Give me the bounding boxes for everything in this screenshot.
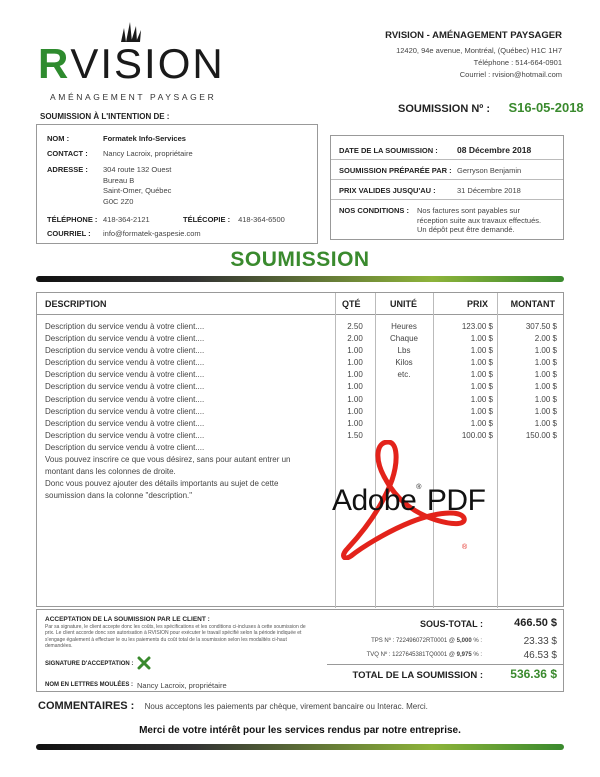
col-unit: UNITÉ <box>390 299 417 309</box>
pdf-logo-pdf: PDF <box>426 484 486 517</box>
company-address: 12420, 94e avenue, Montréal, (Québec) H1C 1H7 <box>396 46 562 55</box>
tps-line: TPS Nº : 722496072RT0001 @ 5,000 % : <box>371 638 482 644</box>
printed-name-value: Nancy Lacroix, propriétaire <box>137 681 227 690</box>
amount-column: 307.50 $ 2.00 $ 1.00 $ 1.00 $ 1.00 $ 1.00 $ 1.00 $ 1.00 $ 1.00 $ 150.00 $ <box>525 322 557 440</box>
courriel-label: COURRIEL : <box>47 229 91 238</box>
adresse-label: ADRESSE : <box>47 165 88 174</box>
table-note: Vous pouvez inscrire ce que vous désirez, sans pour autant entrer un <box>45 455 291 465</box>
client-phone: 418-364-2121 <box>103 215 150 224</box>
unit-column: Heures Chaque Lbs Kilos etc. <box>389 322 419 380</box>
tvq-value: 46.53 $ <box>523 650 557 661</box>
grass-icon <box>118 22 144 42</box>
fax-label: TÉLÉCOPIE : <box>183 215 231 224</box>
document-title: SOUMISSION <box>230 248 370 271</box>
date-label: DATE DE LA SOUMISSION : <box>339 146 438 155</box>
nom-label: NOM : <box>47 134 70 143</box>
quote-date: 08 Décembre 2018 <box>457 145 532 155</box>
table-row-desc: Description du service vendu à votre client.... <box>45 334 205 344</box>
quote-number-value: S16-05-2018 <box>508 100 584 115</box>
client-fax: 418-364-6500 <box>238 215 285 224</box>
client-address: 304 route 132 Ouest Bureau B Saint-Omer, Québec G0C 2Z0 <box>103 165 172 206</box>
col-description: DESCRIPTION <box>45 299 107 309</box>
client-email: info@formatek-gaspesie.com <box>103 229 201 238</box>
total-value: 536.36 $ <box>510 667 557 681</box>
qty-column: 2.50 2.00 1.00 1.00 1.00 1.00 1.00 1.00 1.00 1.50 <box>347 322 363 440</box>
table-row-desc: Description du service vendu à votre client.... <box>45 346 205 356</box>
quote-valid-until: 31 Décembre 2018 <box>457 186 521 195</box>
pdf-logo-adobe: Adobe <box>332 484 417 517</box>
signature-label: SIGNATURE D'ACCEPTATION : <box>45 661 134 667</box>
table-row-desc: Description du service vendu à votre client.... <box>45 382 205 392</box>
header-divider-bar <box>36 276 564 282</box>
table-row-desc: Description du service vendu à votre client.... <box>45 430 205 440</box>
table-row-desc: Description du service vendu à votre client.... <box>45 418 205 428</box>
table-row-desc: Description du service vendu à votre client.... <box>45 322 205 331</box>
col-price: PRIX <box>467 299 489 309</box>
totals-divider <box>327 664 563 665</box>
table-note: montant dans les colonnes de droite. <box>45 467 176 477</box>
acceptance-text: Par sa signature, le client accepte donc les coûts, les spécifications et les conditions ci-incluses à cette soumission de prix. Le client accorde donc son autorisation à RVISION pour exécuter le travail spécifié selon la période indiquée et s'engage également à effectuer le ou les paiements du coût total de la soumission selon les modalités ci-haut demandées. <box>45 624 306 649</box>
valid-label: PRIX VALIDES JUSQU'AU : <box>339 186 436 195</box>
printed-name-label: NOM EN LETTRES MOULÉES : <box>45 682 134 688</box>
client-name: Formatek Info-Services <box>103 134 186 143</box>
logo-subtitle: AMÉNAGEMENT PAYSAGER <box>50 92 217 102</box>
quote-number <box>398 99 584 117</box>
col-qty: QTÉ <box>342 299 361 309</box>
table-row-desc: Description du service vendu à votre client.... <box>45 370 205 380</box>
quote-number-label: SOUMISSION Nº : <box>398 103 491 115</box>
table-row-desc: Description du service vendu à votre client.... <box>45 406 205 416</box>
comments <box>38 700 428 712</box>
subtotal-value: 466.50 $ <box>514 617 557 629</box>
tvq-line: TVQ Nº : 1227645381TQ0001 @ 9,975 % : <box>366 652 482 658</box>
table-note: Donc vous pouvez ajouter des détails importants au sujet de cette <box>45 479 279 489</box>
total-label: TOTAL DE LA SOUMISSION : <box>352 670 483 681</box>
comments-text: Nous acceptons les paiements par chèque, virement bancaire ou Interac. Merci. <box>144 702 428 711</box>
quote-meta-box <box>330 135 564 240</box>
quote-preparer: Gerryson Benjamin <box>457 166 522 175</box>
table-note: soumission dans la colonne "description." <box>45 491 193 501</box>
table-header <box>37 293 563 315</box>
comments-label: COMMENTAIRES : <box>38 700 135 712</box>
pdf-logo-reg-mark: ® <box>416 484 421 491</box>
company-info <box>322 30 562 81</box>
acceptance-box <box>36 609 564 692</box>
table-row-desc: Description du service vendu à votre client.... <box>45 358 205 368</box>
conditions-text: Nos factures sont payables sur réception suite aux travaux effectués. Un dépôt peut être demandé. <box>417 206 542 234</box>
price-column: 123.00 $ 1.00 $ 1.00 $ 1.00 $ 1.00 $ 1.00 $ 1.00 $ 1.00 $ 1.00 $ 100.00 $ <box>461 322 493 440</box>
company-name: RVISION - AMÉNAGEMENT PAYSAGER <box>385 30 562 41</box>
pdf-logo-reg-mark: ® <box>462 544 468 551</box>
company-phone: Téléphone : 514-664-0901 <box>473 58 562 67</box>
logo-wordmark: RVISION <box>38 40 225 87</box>
description-column <box>45 321 333 502</box>
signature-mark-icon[interactable] <box>137 656 151 670</box>
subtotal-label: SOUS-TOTAL : <box>420 619 483 629</box>
client-box <box>36 124 318 244</box>
footer-divider-bar <box>36 744 564 750</box>
tel-label: TÉLÉPHONE : <box>47 215 98 224</box>
client-section-title: SOUMISSION À L'INTENTION DE : <box>40 112 170 121</box>
items-table <box>36 292 564 607</box>
company-email: Courriel : rvision@hotmail.com <box>459 70 562 79</box>
col-divider <box>497 293 498 608</box>
adobe-pdf-logo <box>326 440 486 560</box>
acceptance-title: ACCEPTATION DE LA SOUMISSION PAR LE CLIENT : <box>45 616 210 623</box>
company-logo <box>38 22 225 104</box>
prep-label: SOUMISSION PRÉPARÉE PAR : <box>339 166 452 175</box>
col-amount: MONTANT <box>510 299 555 309</box>
thank-you-message: Merci de votre intérêt pour les services rendus par notre entreprise. <box>139 725 461 736</box>
table-row-desc: Description du service vendu à votre client.... <box>45 394 205 404</box>
contact-label: CONTACT : <box>47 149 88 158</box>
table-row-desc: Description du service vendu à votre client.... <box>45 442 205 452</box>
tps-value: 23.33 $ <box>523 636 557 647</box>
client-contact: Nancy Lacroix, propriétaire <box>103 149 193 158</box>
conditions-label: NOS CONDITIONS : <box>339 206 410 215</box>
